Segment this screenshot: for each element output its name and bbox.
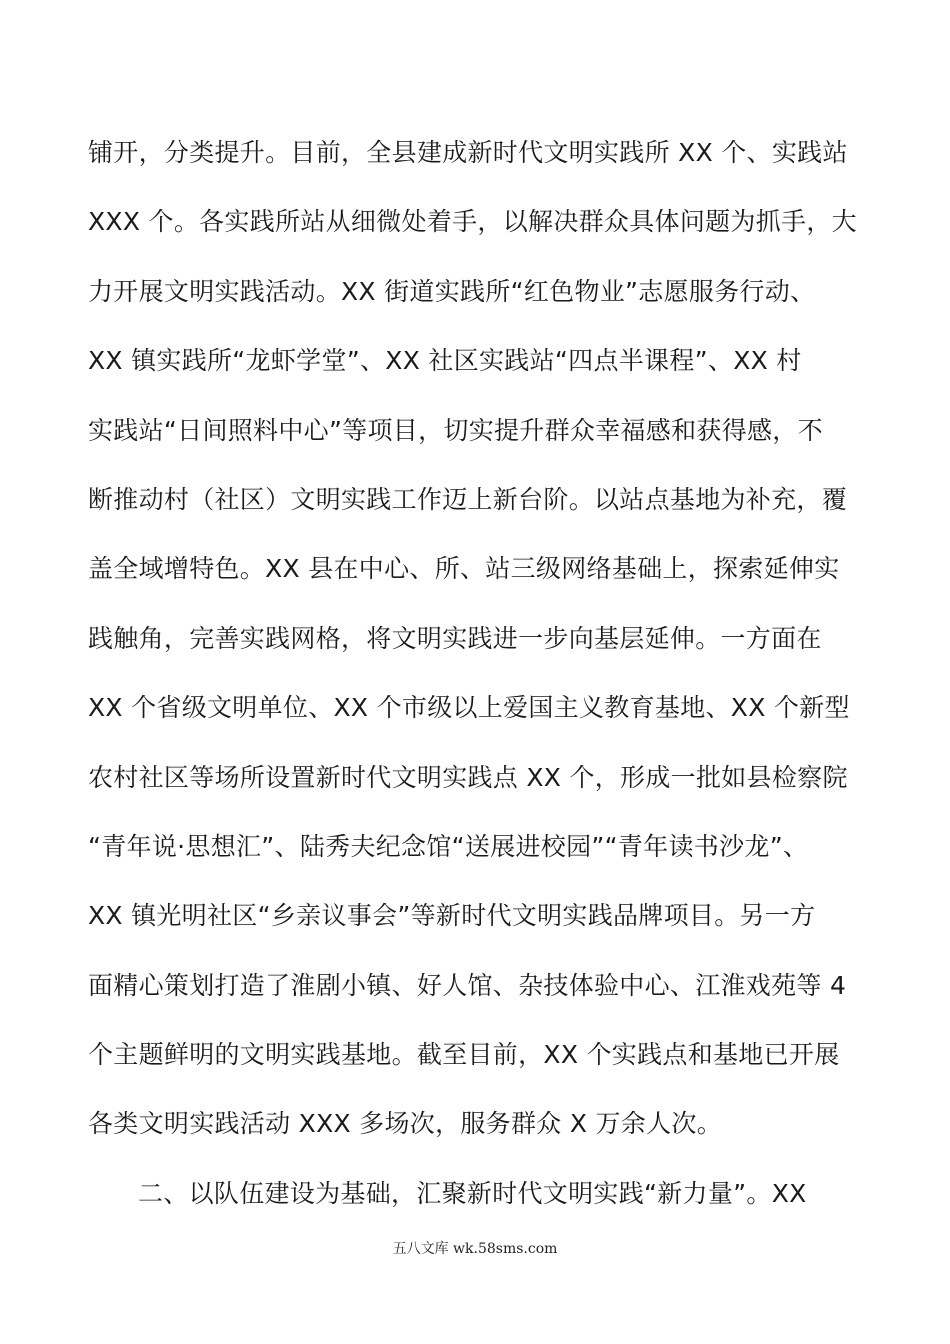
paragraph-line: 践触角，完善实践网格，将文明实践进一步向基层延伸。一方面在 — [88, 623, 822, 653]
paragraph-line: XX 镇光明社区“乡亲议事会”等新时代文明实践品牌项目。另一方 — [88, 901, 816, 931]
paragraph-line: 断推动村（社区）文明实践工作迈上新台阶。以站点基地为补充，覆 — [88, 484, 848, 514]
paragraph-line: “青年说·思想汇”、陆秀夫纪念馆“送展进校园”“青年读书沙龙”、 — [88, 831, 809, 861]
paragraph-line: XX 个省级文明单位、XX 个市级以上爱国主义教育基地、XX 个新型 — [88, 693, 850, 723]
paragraph-line: 实践站“日间照料中心”等项目，切实提升群众幸福感和获得感，不 — [88, 415, 823, 445]
paragraph-line: 各类文明实践活动 XXX 多场次，服务群众 X 万余人次。 — [88, 1109, 722, 1139]
paragraph-line: 盖全域增特色。XX 县在中心、所、站三级网络基础上，探索延伸实 — [88, 554, 840, 584]
paragraph-line: 农村社区等场所设置新时代文明实践点 XX 个，形成一批如县检察院 — [88, 762, 848, 792]
body-text — [88, 118, 868, 1228]
section-heading-line: 二、以队伍建设为基础，汇聚新时代文明实践“新力量”。XX — [138, 1178, 807, 1208]
paragraph-line: 铺开，分类提升。目前，全县建成新时代文明实践所 XX 个、实践站 — [88, 138, 848, 167]
paragraph-line: 力开展文明实践活动。XX 街道实践所“红色物业”志愿服务行动、 — [88, 276, 816, 306]
paragraph-line: XXX 个。各实践所站从细微处着手，以解决群众具体问题为抓手，大 — [88, 207, 857, 237]
paragraph-line: 面精心策划打造了淮剧小镇、好人馆、杂技体验中心、江淮戏苑等 4 — [88, 970, 847, 1000]
paragraph-line: 个主题鲜明的文明实践基地。截至目前，XX 个实践点和基地已开展 — [88, 1040, 840, 1070]
paragraph-line: XX 镇实践所“龙虾学堂”、XX 社区实践站“四点半课程”、XX 村 — [88, 346, 802, 376]
footer-watermark: 五八文库 wk.58sms.com — [392, 1241, 558, 1257]
